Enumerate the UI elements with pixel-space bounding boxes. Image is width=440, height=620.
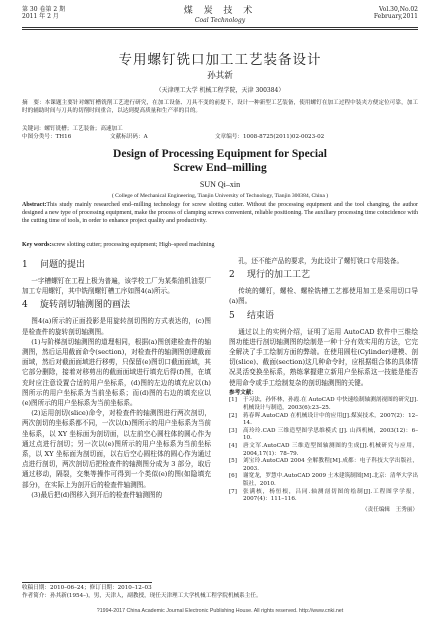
issue-date: 2011 年 2 月 <box>22 13 59 20</box>
paragraph: 传统的螺钉，螺栓、螺栓铣槽工艺都使用加工是采用切口导(a)图。 <box>229 287 418 306</box>
reference-item: [4] 唐文军.AutoCAD 三维造型图轴测图的生成[J].机械研究与应用，2004,17(1)：78–79. <box>229 442 418 457</box>
paper-title-en <box>0 147 440 175</box>
paper-title-en-line2: Screw End–milling <box>173 162 267 174</box>
author-cn: 孙其新 <box>207 71 233 81</box>
reference-item: [6] 谢宽龙，罗慧中.AutoCAD 2009 土木建筑制图[M].北京：清华大学出版社，2010. <box>229 473 418 487</box>
author-en: SUN Qi–xin <box>199 180 241 189</box>
affiliation-cn: （天津理工大学 机械工程学院，天津 300384） <box>155 87 285 94</box>
keywords-en-label: Key words: <box>22 242 52 248</box>
paragraph: 一字槽螺钉在工程上极为普遍，该学校工厂为某柴油机油泵厂加工专用螺钉，其中铣削螺钉槽工序如图4(a)所示。 <box>22 277 211 296</box>
issue-volume: 第 30 卷第 2 期 <box>22 6 66 13</box>
references-heading: 参考文献： <box>229 389 257 396</box>
reference-item: [2] 蒋春晖.AutoCAD 在机械设计中的应用[J].煤炭技术，2007(2)：12–14. <box>229 412 418 427</box>
body-column-left <box>22 256 211 500</box>
paragraph: (3)最后把(d)图移入到开后的检查件轴测图的 <box>31 490 163 499</box>
paragraph: 孔，还不能产品的要求，为此设计了螺钉铣口专用装备。 <box>238 257 404 265</box>
paragraph: (1)与阶梯剖切轴测图的道理相同，根据(a)图创建检查件的轴测图，然后运用截面命令(section)，对检查件的轴测图创建截面面域，然后对截面面域进行移剪，只保留(e)图切口截面面域，其它部分删除，接着对移剪出的截面面域进行填充后得(f)图，在填充时应注意设置合适的用户坐标系，(d)图的左边的填充应以(h)图所示的用户坐标系为当前坐标系；而(d)图的右边的填充应以(e)图所示的用户坐标系为当前坐标系。 <box>22 337 211 408</box>
abstract-en-label: Abstract: <box>22 202 47 208</box>
copyright-notice: ?1994-2017 China Academic Journal Electronic Publishing House. All rights reserved. http://www.cnki.net <box>96 608 344 614</box>
footnote-rule <box>22 582 152 583</box>
section-heading-4 <box>22 298 211 312</box>
paper-title-cn: 专用螺钉铣口加工工艺装备设计 <box>118 52 322 68</box>
section-title: 结束语 <box>247 310 275 321</box>
section-title: 旋转剖切轴测图的画法 <box>40 300 131 311</box>
header-rule <box>22 27 418 30</box>
abstract-en <box>22 202 418 225</box>
document-code: 文献标识码：A <box>110 134 148 140</box>
section-number: 2 <box>229 270 235 281</box>
body-column-right <box>229 256 418 514</box>
section-number: 5 <box>229 310 235 321</box>
keywords-en <box>22 241 418 249</box>
references <box>229 390 418 504</box>
section-title: 现行的加工工艺 <box>247 270 311 281</box>
keywords-cn: 关键词：螺钉铣槽；工艺装备；高速加工 <box>22 126 123 132</box>
issue-volume-en: Vol.30,No.02 <box>378 6 418 13</box>
reference-item: [1] 于习法，孙怀林，孙霞.在 AutoCAD 中快速绘制轴测剖视图的研究[J].机械设计与制造，2003(6):23–25. <box>229 397 418 412</box>
keywords-en-text: screw slotting cutter; processing equipment; High–speed machining <box>51 242 215 248</box>
paragraph: 图4(a)所示的正面投影是用旋转剖切图的方式表达的，(c)图是检查件的旋转剖切轴测图。 <box>22 317 211 336</box>
author-bio: 作者简介：孙其新(1954–)，男，天津人，副教授，现任天津理工大学机械工程学院机械系主任。 <box>22 593 262 599</box>
article-number: 文章编号：1008-8725(2011)02-0023-02 <box>215 134 325 140</box>
issue-date-en: February,2011 <box>373 13 418 20</box>
journal-name-en: Coal Technology <box>194 17 246 24</box>
editor-note: （责任编辑 王秀丽） <box>362 506 418 513</box>
reference-item: [7] 张满核，杨恒根，吕同.轴测剖切图的绘制[J].工程图学学报，2007(4)：111–116. <box>229 488 418 503</box>
paragraph: (2)运用剖切(slice)命令，对检查件的轴测图进行两次剖切，两次剖切的坐标系都不同，一次以(h)图所示的用户坐标系为当前坐标系，以 XY 坐标面为剖切面，以左前空心圆柱体的圆心作为通过点进行剖切；另一次以(e)图所示的用户坐标系为当前坐标系，以 XY 坐标面为剖切面，以右后空心圆柱体的圆心作为通过点进行剖切，两次剖切后把检查件的轴测图分成为 3 部分，取后通过移动，隔裂，交集等操作可得到一个类似(e)的图(如隐填充部分)，在实际上为剖开后的检查件轴测图。 <box>22 409 211 489</box>
journal-name-cn: 煤 炭 技 术 <box>183 6 257 16</box>
affiliation-en: ( College of Mechanical Engineering, Tianjin University of Technology, Tianjin 300384, China ) <box>111 193 329 199</box>
section-title: 问题的提出 <box>40 260 86 270</box>
received-date: 收稿日期：2010–06–24；修订日期：2010–12–03 <box>22 585 152 591</box>
section-number: 1 <box>22 260 28 270</box>
section-heading-5 <box>229 309 418 323</box>
reference-item: [3] 高玲玲.CAD 三维造型图学思维模式 [J]. 山西机械，2003(12)：6–10. <box>229 427 418 442</box>
section-heading-1 <box>22 258 211 272</box>
section-number: 4 <box>22 300 28 311</box>
paper-title-en-line1: Design of Processing Equipment for Special <box>113 148 327 160</box>
abstract-en-text: This study mainly researched end–milling technology for screw slotting cutter. Without the processing equipment and the tool changing, the author designed a new type of processing equipment, make the process of clamping screws convenient, reliable positioning. The auxiliary processing time coincidence with the cutting time of tools, in order to enhance project quality and productivity. <box>22 202 418 224</box>
clc-number: 中图分类号：TH16 <box>22 134 72 140</box>
reference-item: [5] 刘宝玲.AutoCAD 2004 全解教程[M].成都：电子科技大学出版社，2003. <box>229 458 418 472</box>
journal-issue-info-en <box>374 6 418 20</box>
paragraph: 通过以上的实例介绍，证明了运用 AutoCAD 软件中三维绘图功能进行剖切轴测图的绘制是一种十分有效实用的方法，它完全解决了手工绘制方面的弊端。在使用圆柱(Cylinder)建模、剖切(slice)、截面(section)这几种命令时，应根据组合体的具体情况灵活变换坐标系，熟练掌握建立新用户坐标系这一技能是能否使用命令或手工绘制复杂的剖切轴测图的关键。 <box>229 327 418 387</box>
section-heading-2 <box>229 268 418 282</box>
abstract-cn: 摘 要：本课题主要针对螺钉槽铣削工艺进行研究，在加工设备、刀具不变的前提下，设计一种新型工艺装备，使用螺钉在加工过程中装夹方便定位可靠，加工时的辅助时间与刀具的切削时间重合，以达到提高质量和生产率的目的。 <box>22 100 418 115</box>
